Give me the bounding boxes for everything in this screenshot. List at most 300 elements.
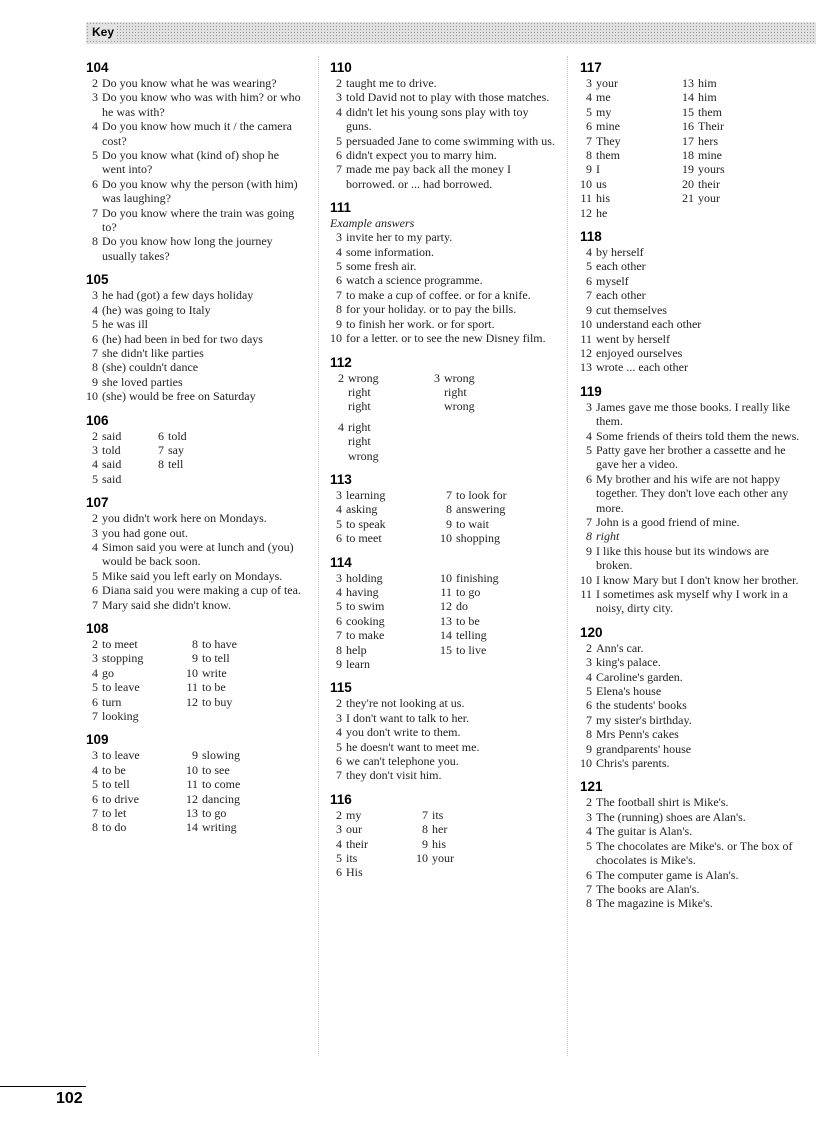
item-number: 3 [586, 655, 592, 670]
section-number: 107 [86, 495, 109, 511]
answer-item [440, 571, 550, 585]
column-left [86, 60, 304, 844]
answer-grid [330, 808, 556, 880]
item-text: understand each other [596, 317, 702, 332]
item-text: right [596, 529, 620, 544]
item-text: to make [346, 628, 385, 643]
group-word: right [348, 399, 371, 414]
item-number: 9 [192, 748, 198, 763]
item-text: to tell [202, 651, 230, 666]
section-118 [580, 229, 800, 375]
item-text: learn [346, 657, 370, 671]
item-text: I sometimes ask myself why I work in a noisy, dirty city. [596, 587, 788, 616]
section-number: 120 [580, 624, 603, 640]
item-text: Do you know how much it / the camera cost? [102, 119, 292, 148]
answer-item [580, 882, 800, 896]
answer-list [86, 288, 304, 403]
item-text: mine [596, 119, 620, 134]
item-number: 3 [92, 90, 98, 105]
answer-item [416, 822, 526, 836]
section-107 [86, 495, 304, 612]
item-text: each other [596, 288, 646, 303]
section-number: 110 [330, 60, 352, 75]
answer-item [86, 457, 142, 471]
section-number: 121 [580, 779, 603, 795]
answer-item [580, 90, 672, 104]
item-number: 7 [586, 133, 592, 148]
item-text: to be [456, 613, 480, 628]
answer-item [580, 259, 800, 273]
item-text: he was ill [102, 317, 148, 332]
item-text: My brother and his wife are not happy together. They don't love each other any more. [596, 471, 789, 515]
item-text: them [596, 148, 620, 163]
item-number: 5 [586, 684, 592, 699]
item-text: to look for [456, 487, 507, 502]
item-number: 2 [336, 696, 342, 711]
item-number: 6 [92, 791, 98, 806]
answer-item [330, 273, 556, 287]
answer-item [330, 148, 556, 162]
item-number: 10 [580, 756, 592, 771]
item-number: 6 [336, 273, 342, 288]
answer-item [580, 332, 800, 346]
item-number: 8 [336, 302, 342, 317]
item-number: 8 [92, 360, 98, 375]
item-number: 4 [92, 302, 98, 317]
answer-item [440, 657, 550, 671]
answer-item [86, 119, 304, 148]
group-row [330, 420, 556, 463]
answer-list [580, 400, 800, 616]
answer-item [86, 472, 142, 486]
answer-item [152, 429, 232, 443]
answer-item [330, 302, 556, 316]
item-text: told [102, 442, 121, 457]
answer-item [330, 657, 430, 671]
page-number: 102 [56, 1090, 83, 1107]
item-number: 4 [586, 90, 592, 105]
item-number: 9 [446, 516, 452, 531]
item-text: to go [202, 806, 227, 821]
item-text: I [596, 162, 600, 177]
item-number: 5 [92, 777, 98, 792]
answer-item [330, 740, 556, 754]
answer-item [86, 206, 304, 235]
item-number: 10 [580, 572, 592, 587]
answer-item [580, 684, 800, 698]
item-number: 8 [92, 234, 98, 249]
answer-item [330, 808, 406, 822]
answer-item [330, 711, 556, 725]
item-text: said [102, 471, 122, 486]
item-number: 6 [92, 583, 98, 598]
item-text: each other [596, 259, 646, 274]
answer-item [580, 655, 800, 669]
item-number: 17 [682, 133, 694, 148]
item-number: 10 [186, 665, 198, 680]
item-number: 10 [580, 176, 592, 191]
answer-item [330, 488, 430, 502]
answer-item [330, 230, 556, 244]
item-text: (she) couldn't dance [102, 360, 199, 375]
answer-item [86, 540, 304, 569]
item-number: 18 [682, 148, 694, 163]
item-text: didn't let his young sons play with toy guns. [346, 104, 529, 134]
answer-item [330, 837, 406, 851]
section-108 [86, 621, 304, 723]
item-text: to buy [202, 694, 233, 709]
item-text: do [456, 599, 468, 614]
answer-item [580, 245, 800, 259]
item-number: 5 [336, 599, 342, 614]
answer-item [580, 148, 672, 162]
item-number: 3 [336, 710, 342, 725]
item-number: 7 [92, 205, 98, 220]
item-text: The chocolates are Mike's. or The box of chocolates is Mike's. [596, 838, 793, 868]
answer-item [86, 90, 304, 119]
item-text: Simon said you were at lunch and (you) would be back soon. [102, 539, 294, 569]
item-text: your [698, 191, 720, 206]
item-text: he doesn't want to meet me. [346, 739, 480, 754]
item-text: looking [102, 709, 139, 724]
item-number: 12 [186, 694, 198, 709]
item-text: They [596, 133, 621, 148]
answer-item [186, 748, 286, 762]
answer-list [86, 511, 304, 612]
item-number: 3 [336, 230, 342, 245]
item-text: The computer game is Alan's. [596, 867, 739, 882]
item-text: me [596, 90, 611, 105]
item-number: 7 [92, 345, 98, 360]
item-text: for a letter. or to see the new Disney film. [346, 331, 546, 346]
answer-item [682, 206, 782, 220]
item-text: his [432, 836, 447, 851]
item-number: 6 [92, 331, 98, 346]
item-text: stopping [102, 651, 144, 666]
answer-list [580, 245, 800, 375]
group-word: right [348, 384, 371, 399]
item-number: 8 [192, 637, 198, 651]
answer-item [330, 725, 556, 739]
footer-rule [0, 1086, 86, 1087]
section-number: 114 [330, 554, 352, 570]
item-number: 5 [336, 133, 342, 148]
item-number: 13 [440, 613, 452, 628]
item-text: to have [202, 637, 237, 651]
answer-item [580, 727, 800, 741]
section-120 [580, 625, 800, 771]
item-number: 15 [440, 642, 452, 657]
answer-item [580, 191, 672, 205]
group-column [330, 420, 426, 463]
item-number: 11 [186, 680, 198, 695]
answer-item [580, 303, 800, 317]
answer-item [330, 162, 556, 191]
answer-item [86, 332, 304, 346]
item-number: 5 [92, 471, 98, 486]
item-number: 3 [92, 651, 98, 666]
answer-item [416, 851, 526, 865]
answer-item [186, 763, 286, 777]
item-number: 5 [336, 739, 342, 754]
item-number: 7 [92, 806, 98, 821]
answer-item [330, 754, 556, 768]
group-line [330, 420, 426, 434]
answer-item [330, 643, 430, 657]
item-text: write [202, 665, 227, 680]
answer-list [580, 641, 800, 771]
answer-item [580, 162, 672, 176]
answer-item [330, 288, 556, 302]
item-number: 4 [338, 419, 344, 434]
item-number: 2 [336, 807, 342, 822]
item-text: Chris's parents. [596, 756, 670, 771]
answer-item [330, 865, 406, 879]
item-text: you had gone out. [102, 525, 188, 540]
item-number: 6 [586, 471, 592, 486]
answer-item [86, 820, 176, 834]
answer-item [580, 206, 672, 220]
item-number: 13 [682, 76, 694, 90]
item-number: 6 [158, 428, 164, 443]
item-text: telling [456, 628, 487, 643]
answer-item [86, 748, 176, 762]
answer-item [580, 288, 800, 302]
item-text: (she) would be free on Saturday [102, 389, 256, 404]
item-number: 5 [336, 516, 342, 531]
answer-list [330, 696, 556, 782]
section-number: 106 [86, 412, 109, 428]
item-text: to leave [102, 748, 140, 763]
answer-item [86, 288, 304, 302]
item-text: myself [596, 273, 629, 288]
answer-item [330, 851, 406, 865]
item-text: grandparents' house [596, 741, 692, 756]
item-text: the students' books [596, 698, 687, 713]
answer-item [416, 808, 526, 822]
item-text: Do you know why the person (with him) was laughing? [102, 176, 298, 206]
answer-item [330, 245, 556, 259]
answer-item [86, 695, 176, 709]
item-text: Mike said you left early on Mondays. [102, 568, 283, 583]
answer-list [330, 76, 556, 191]
item-number: 6 [92, 176, 98, 191]
group-line [330, 399, 426, 413]
answer-item [440, 614, 550, 628]
answer-item [580, 896, 800, 910]
item-text: invite her to my party. [346, 230, 453, 245]
item-text: Caroline's garden. [596, 669, 683, 684]
item-text: tell [168, 457, 184, 472]
item-number: 10 [440, 570, 452, 585]
section-number: 104 [86, 60, 109, 75]
item-number: 10 [416, 851, 428, 866]
item-number: 12 [440, 599, 452, 614]
answer-list [330, 230, 556, 345]
section-106 [86, 413, 304, 487]
item-number: 5 [92, 568, 98, 583]
section-number: 105 [86, 272, 109, 288]
item-text: wrote ... each other [596, 360, 688, 375]
answer-item [330, 696, 556, 710]
answer-item [682, 134, 782, 148]
answer-item [152, 472, 232, 486]
item-text: said [102, 428, 122, 443]
key-label: Key [92, 25, 115, 39]
group-line [330, 449, 426, 463]
item-number: 5 [336, 851, 342, 866]
answer-item [580, 346, 800, 360]
item-number: 8 [586, 529, 592, 544]
item-number: 2 [586, 795, 592, 810]
answer-groups [330, 371, 556, 463]
item-text: Some friends of theirs told them the news. [596, 428, 800, 443]
item-number: 10 [186, 762, 198, 777]
answer-item [580, 868, 800, 882]
item-number: 8 [586, 148, 592, 163]
answer-grid [86, 748, 304, 834]
answer-grid [86, 429, 304, 487]
answer-item [682, 148, 782, 162]
item-number: 13 [580, 360, 592, 375]
item-text: your [596, 76, 618, 90]
answer-item [86, 360, 304, 374]
item-text: slowing [202, 748, 241, 763]
item-text: she didn't like parties [102, 345, 204, 360]
item-number: 15 [682, 104, 694, 119]
answer-item [580, 742, 800, 756]
item-number: 16 [682, 119, 694, 134]
item-text: hers [698, 133, 718, 148]
answer-item [186, 695, 286, 709]
item-text: to see [202, 762, 230, 777]
section-intro: Example answers [330, 216, 415, 231]
item-text: its [346, 851, 358, 866]
answer-grid [330, 488, 556, 546]
section-number: 118 [580, 229, 602, 245]
item-text: yours [698, 162, 725, 177]
answer-item [186, 637, 286, 651]
answer-item [580, 810, 800, 824]
answer-item [186, 651, 286, 665]
answer-item [186, 709, 286, 723]
answer-item [440, 585, 550, 599]
answer-item [330, 90, 556, 104]
answer-item [682, 76, 782, 90]
item-number: 8 [586, 896, 592, 911]
section-number: 116 [330, 791, 352, 807]
answer-item [580, 713, 800, 727]
item-text: Do you know what he was wearing? [102, 76, 277, 90]
item-number: 2 [338, 370, 344, 385]
item-text: Patty gave her brother a cassette and he gave her a video. [596, 442, 786, 472]
section-116 [330, 792, 556, 880]
section-number: 119 [580, 383, 602, 399]
answer-item [330, 331, 556, 345]
item-number: 3 [92, 748, 98, 763]
item-text: to leave [102, 680, 140, 695]
item-text: The books are Alan's. [596, 881, 700, 896]
item-text: enjoyed ourselves [596, 345, 683, 360]
answer-item [580, 587, 800, 616]
item-text: learning [346, 487, 386, 502]
answer-item [330, 105, 556, 134]
item-text: told [168, 428, 187, 443]
answer-item [416, 837, 526, 851]
item-text: shopping [456, 531, 501, 546]
section-number: 112 [330, 354, 352, 370]
item-number: 3 [336, 822, 342, 837]
item-text: my [346, 807, 362, 822]
item-text: taught me to drive. [346, 76, 437, 90]
item-text: to meet [102, 637, 138, 651]
answer-item [580, 76, 672, 90]
item-text: their [346, 836, 368, 851]
item-text: his [596, 191, 611, 206]
answer-item [580, 670, 800, 684]
answer-item [186, 680, 286, 694]
answer-item [682, 119, 782, 133]
item-text: for your holiday. or to pay the bills. [346, 302, 517, 317]
item-text: Their [698, 119, 724, 134]
item-text: to let [102, 806, 127, 821]
group-word: wrong [348, 370, 379, 385]
item-number: 7 [336, 162, 342, 177]
item-text: him [698, 76, 717, 90]
answer-item [86, 148, 304, 177]
column-divider [318, 56, 319, 1056]
answer-item [440, 599, 550, 613]
answer-item [86, 429, 142, 443]
answer-item [330, 76, 556, 90]
answer-item [580, 119, 672, 133]
item-number: 5 [92, 680, 98, 695]
item-text: you didn't work here on Mondays. [102, 511, 267, 526]
item-text: writing [202, 820, 237, 835]
item-text: John is a good friend of mine. [596, 514, 740, 529]
item-number: 11 [580, 191, 592, 206]
item-number: 21 [682, 191, 694, 206]
item-text: my sister's birthday. [596, 712, 692, 727]
item-text: help [346, 642, 367, 657]
item-text: to go [456, 584, 481, 599]
item-number: 2 [92, 428, 98, 443]
answer-item [86, 666, 176, 680]
item-text: cut themselves [596, 302, 667, 317]
answer-item [682, 105, 782, 119]
answer-item [440, 643, 550, 657]
item-number: 6 [336, 148, 342, 163]
column-divider [567, 56, 568, 1056]
answer-item [86, 76, 304, 90]
item-number: 3 [586, 76, 592, 90]
answer-item [330, 134, 556, 148]
item-number: 11 [440, 584, 452, 599]
group-word: right [444, 384, 467, 399]
group-line [426, 371, 522, 385]
item-number: 4 [92, 119, 98, 134]
item-number: 9 [336, 657, 342, 671]
item-number: 6 [92, 694, 98, 709]
group-word: right [348, 434, 371, 449]
answer-item [440, 488, 550, 502]
item-number: 7 [158, 442, 164, 457]
item-text: answering [456, 502, 506, 517]
item-number: 13 [186, 806, 198, 821]
answer-item [580, 472, 800, 515]
item-text: they don't visit him. [346, 768, 442, 783]
answer-item [330, 768, 556, 782]
